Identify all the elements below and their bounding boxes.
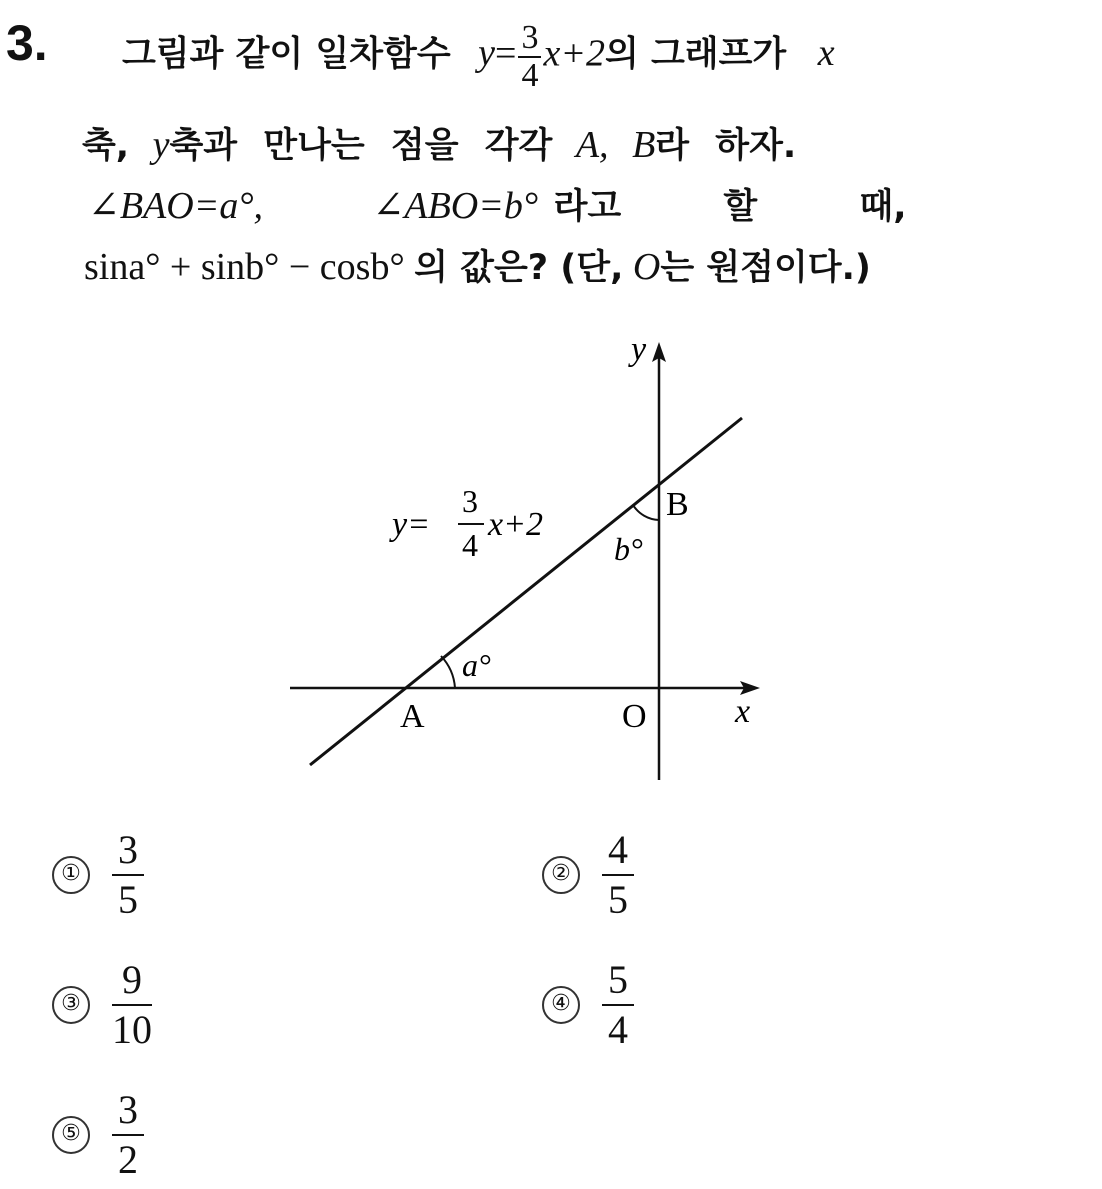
line-equation-denominator: 4 [462,527,478,563]
question-text: 그림과 같이 일차함수 [122,34,451,75]
x-axis-label: x [735,693,751,730]
math-expression: x+2 [543,32,605,75]
choice-denominator: 5 [118,877,138,922]
angle-b-label: b° [614,531,643,567]
choice-fraction [112,826,144,924]
choice-1[interactable] [52,826,144,924]
question-text: 축과 만나는 점을 각각 [169,126,553,166]
angle-abo: ∠ABO=b° [372,185,539,227]
point-b: B [666,486,689,523]
question-number: 3. [6,15,48,71]
origin-point: O [622,698,647,735]
question-text: 의 그래프가 [605,34,787,75]
fraction-denominator: 4 [521,56,539,94]
math-var-y: y [478,32,496,75]
line-equation-right: x+2 [488,506,544,543]
question-text: 라 하자. [655,126,797,166]
choice-denominator: 2 [118,1137,138,1182]
point-b-label: B [632,124,656,166]
point-a: A [400,698,425,735]
choice-denominator: 4 [608,1007,628,1052]
math-var-y: y [152,124,170,166]
angle-a-label: a° [462,647,491,683]
math-var-x: x [817,32,835,75]
choice-denominator: 5 [608,877,628,922]
line-equation-numerator: 3 [462,483,478,519]
question-text: 의 값은? (단, [414,248,624,288]
choice-fraction [112,1086,144,1184]
choice-marker: ⑤ [52,1116,90,1154]
choice-numerator: 5 [602,956,634,1006]
angle-arc-b [633,505,659,520]
choice-3[interactable] [52,956,152,1054]
choice-numerator: 3 [112,1086,144,1136]
question-text: 축, [82,126,130,166]
point-a-label: A, [575,124,609,166]
angle-bao: ∠BAO=a°, [88,185,264,227]
origin-label: O [632,246,661,288]
choice-marker: ④ [542,986,580,1024]
trig-expression: sina° + sinb° − cosb° [84,246,405,288]
question-text: 는 원점이다.) [660,248,871,288]
choice-numerator: 3 [112,826,144,876]
choice-marker: ② [542,856,580,894]
choice-fraction [602,826,634,924]
fraction-numerator: 3 [518,20,541,58]
choice-fraction [112,956,152,1054]
choice-5[interactable] [52,1086,144,1184]
linear-function-line [310,418,742,765]
angle-arc-a [441,656,455,688]
choice-numerator: 4 [602,826,634,876]
choice-fraction [602,956,634,1054]
choice-2[interactable] [542,826,634,924]
question-text: 라고 할 때, [553,187,907,227]
choice-denominator: 10 [112,1007,152,1052]
math-equals: = [495,32,517,75]
choice-marker: ③ [52,986,90,1024]
choice-numerator: 9 [112,956,152,1006]
choice-4[interactable] [542,956,634,1054]
choice-marker: ① [52,856,90,894]
line-equation-left: y= [392,506,431,543]
y-axis-label: y [631,331,647,368]
